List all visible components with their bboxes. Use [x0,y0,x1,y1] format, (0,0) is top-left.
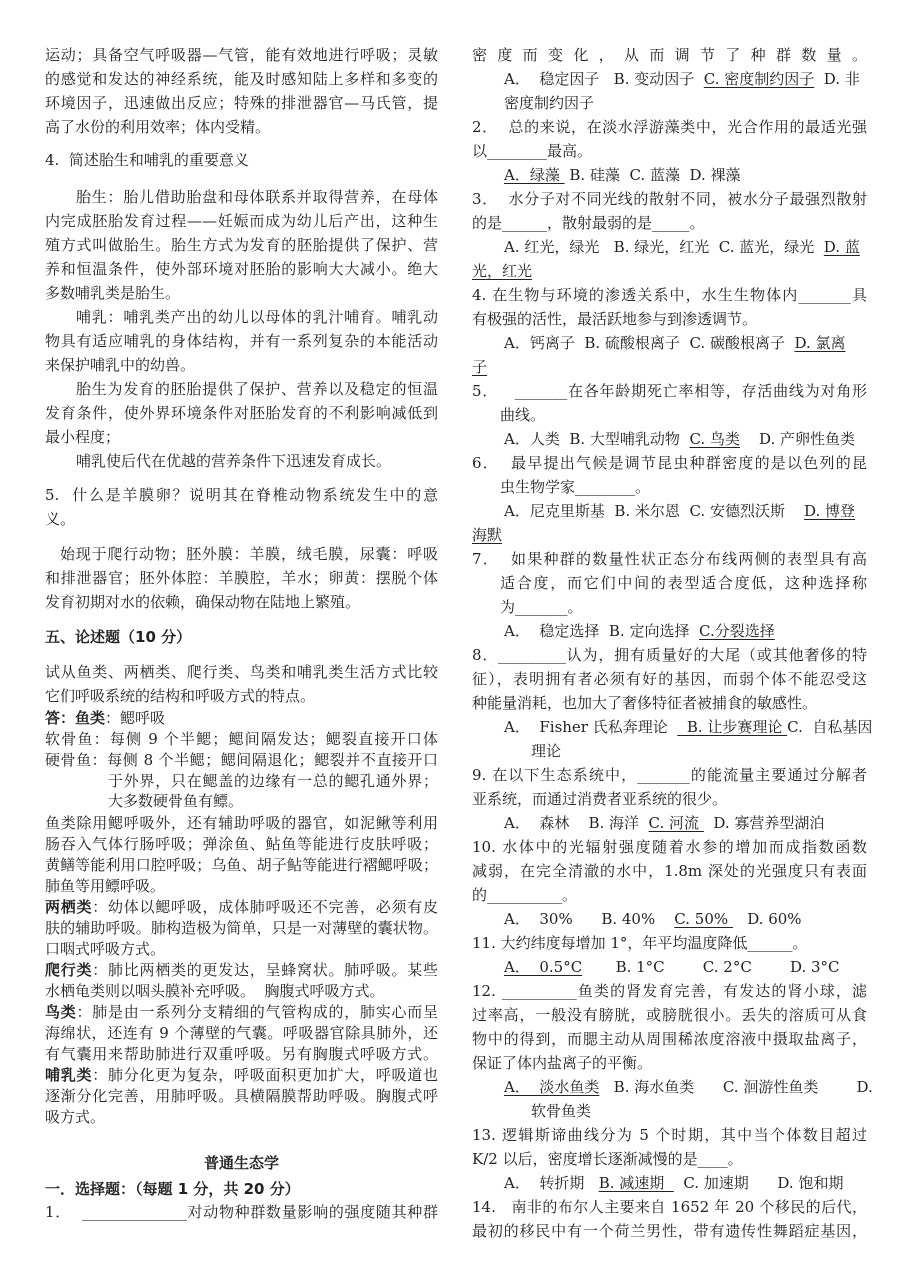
text-segment: A．尼克里斯基 B. 米尔恩 C. 安德烈沃斯 [504,502,805,520]
right-text-line [472,259,867,283]
left-text-line: 它们呼吸系统的结构和呼吸方式的特点。 [45,687,316,705]
text-segment: A． Fisher 氏私奔理论 [504,718,678,736]
right-text-line [504,619,867,643]
right-text-line: 8．_________认为，拥有质量好的大尾（或其他奢侈的特 [472,646,867,664]
text-segment: A． 稳定因子 B. 变动因子 [504,70,704,88]
right-text-line: 保证了体内盐离子的平衡。 [472,1054,653,1072]
text-segment: D. 产卵性鱼类 [739,430,856,448]
answer-underlined: C. 鸟类 [689,430,740,448]
right-text-line: 过率高，一般没有膀胱，或膀胱很小。丢失的溶质可从食 [472,1006,867,1024]
right-text-line: 的是______，散射最弱的是_____。 [472,214,705,232]
left-text-line: 始现于爬行动物；胚外膜：羊膜，绒毛膜，尿囊：呼吸 [60,545,438,563]
left-text-line: 哺乳：哺乳类产出的幼儿以母体的乳汁哺育。哺乳动 [76,308,438,326]
right-text-line: 11. 大约纬度每增加 1°，年平均温度降低______。 [472,934,808,952]
right-text-line: 软骨鱼类 [531,1102,592,1120]
answer-underlined: D. 氯离 [794,334,846,352]
left-text-line: 发育条件，使外界环境条件对胚胎发育的不利影响减低到 [45,404,438,422]
right-text-line: 10. 水体中的光辐射强度随着水参的增加而成指数函数 [472,838,867,856]
left-text-line: 口咽式呼吸方式。 [45,940,166,958]
answer-underlined: 子 [472,358,488,376]
right-column [472,0,873,1287]
right-text-line [504,1171,867,1195]
left-text-line: 硬骨鱼：每侧 8 个半鳃；鳃间隔退化；鳃裂并不直接开口 [45,751,438,769]
answer-underlined: C.分裂选择 [699,622,775,640]
right-text-line: K/2 以后，密度增长逐渐减慢的是____。 [472,1150,743,1168]
left-column [45,0,438,1287]
left-text-line: 运动；具备空气呼吸器—气管，能有效地进行呼吸；灵敏 [45,46,438,64]
left-text-line: 肤的辅助呼吸。肺构造极为简单，只是一对薄壁的囊状物。 [45,919,438,937]
text-segment: ：肺分化更为复杂，呼吸面积更加扩大，呼吸道也 [92,1066,438,1084]
text-segment: ：幼体以鳃呼吸，成体肺呼吸还不完善，必须有皮 [92,898,438,916]
bold-heading-text: 五、论述题（10 分） [45,628,192,646]
left-text-line: 哺乳使后代在优越的营养条件下迅速发育成长。 [76,452,392,470]
right-text-line: 5． _______在各年龄期死亡率相等，存活曲线为对角形 [472,382,867,400]
right-text-line [504,715,873,739]
left-text-line: 吸方式。 [45,1108,106,1126]
answer-underlined: 光，红光 [472,262,533,280]
right-text-line: 虫生物学家________。 [500,478,651,496]
bold-heading-text: 答：鱼类 [45,709,106,727]
right-text-line: 4. 在生物与环境的渗透关系中，水生生物体内_______具 [472,286,867,304]
left-text-line: 鱼类除用鳃呼吸外，还有辅助呼吸的器官，如泥鳅等利用 [45,814,438,832]
left-text-line: 物具有适应哺乳的身体结构，并有一系列复杂的本能活动 [45,332,438,350]
right-text-line: 7． 如果种群的数量性状正态分布线两侧的表型具有高 [472,550,867,568]
text-segment: D. 寡营养型湖泊 [703,814,825,832]
right-text-line [504,331,867,355]
left-text-line: 于外界，只在鳃盖的边缘有一总的鳃孔通外界； [108,772,438,790]
answer-underlined: D. 蓝 [823,238,860,256]
text-segment: A． 稳定选择 B. 定向选择 [504,622,700,640]
right-text-line: 9. 在以下生态系统中，_______的能流量主要通过分解者 [472,766,867,784]
answer-underlined: A．绿藻 [504,166,565,184]
text-segment: ：肺比两栖类的更发达，呈蜂窝状。肺呼吸。某些 [92,961,438,979]
bold-heading-text: 一．选择题：（每题 1 分，共 20 分） [45,1180,300,1198]
left-text-line: 养和恒温条件，使外部环境对胚胎的影响大大减小。绝大 [45,260,438,278]
text-segment: A．人类 B. 大型哺乳动物 [504,430,690,448]
right-text-line: 的__________。 [472,886,578,904]
right-text-line [472,355,867,379]
right-text-line [504,1075,873,1099]
left-text-line: 试从鱼类、两栖类、爬行类、鸟类和哺乳类生活方式比较 [45,663,438,681]
left-text-line: 有气囊用来帮助肺进行双重呼吸。另有胸腹式呼吸方式。 [45,1045,438,1063]
right-text-line: 减弱，在完全清澈的水中，1.8m 深处的光强度只有表面 [472,862,867,880]
answer-underlined: C. 密度制约因子 [703,70,815,88]
answer-underlined: B. 减速期 [598,1174,674,1192]
left-text-line: 发育初期对水的依赖，确保动物在陆地上繁殖。 [45,593,361,611]
right-text-line [504,955,867,979]
right-text-line [504,499,867,523]
text-segment: A． 转折期 [504,1174,599,1192]
right-text-line [504,907,867,931]
left-text-line: 1． ______________对动物种群数量影响的强度随其种群 [45,1203,438,1221]
right-text-line [504,235,867,259]
answer-underlined: B. 让步赛理论 [677,718,788,736]
right-text-line: 种能量消耗，也加大了奢侈特征者被捕食的敏感性。 [472,694,818,712]
text-segment: A．钙离子 B. 硫酸根离子 C. 碳酸根离子 [504,334,795,352]
left-text-line: 最小程度； [45,428,121,446]
left-text-line: 海绵状，还连有 9 个薄壁的气囊。呼吸器官除具肺外，还 [45,1024,438,1042]
bold-heading-text: 哺乳类 [45,1066,93,1084]
right-text-line: 有极强的活性，最活跃地参与到渗透调节。 [472,310,758,328]
text-segment: A. 红光，绿光 B. 绿光，红光 C. 蓝光，绿光 [504,238,824,256]
right-text-line: 物中的得到，而腮主动从周围稀浓度溶液中摄取盐离子， [472,1030,867,1048]
text-segment: D. 60% [732,910,802,928]
answer-underlined: 海默 [472,526,503,544]
left-text-line [45,1177,438,1201]
left-text-line: 胎生：胎儿借助胎盘和母体联系并取得营养，在母体 [76,188,438,206]
right-text-line: 为_______。 [500,598,583,616]
left-text-line: 软骨鱼：每侧 9 个半鳃；鳃间隔发达；鳃裂直接开口体 [45,730,438,748]
right-text-line: 曲线。 [500,406,546,424]
left-text-line: 5. 什么是羊膜卵？说明其在脊椎动物系统发生中的意 [45,486,438,504]
left-text-line: 环境因子，迅速做出反应；特殊的排泄器官—马氏管，提 [45,94,438,112]
text-segment: ：肺是由一系列分支精细的气管构成的，肺实心而呈 [76,1003,438,1021]
right-text-line [504,811,867,835]
left-text-line: 肠吞入气体行肠呼吸；弹涂鱼、鲇鱼等能进行皮肤呼吸； [45,835,438,853]
right-text-line: 密度而变化，从而调节了种群数量。 [472,46,867,64]
right-text-line: 密度制约因子 [504,94,595,112]
right-text-line: 6． 最早提出气候是调节昆虫种群密度的是以色列的昆 [472,454,867,472]
text-segment: D. 非 [814,70,860,88]
right-text-line: 13. 逻辑斯谛曲线分为 5 个时期，其中当个体数目超过 [472,1126,867,1144]
left-text-line [45,625,438,649]
answer-underlined: D. 博登 [804,502,856,520]
answer-underlined: A． 淡水鱼类 [504,1078,600,1096]
answer-underlined: A． 0.5°C [504,958,583,976]
right-text-line: 12. __________鱼类的肾发育完善，有发达的肾小球，滤 [472,982,867,1000]
left-text-line: 的感觉和发达的神经系统，能及时感知陆上多样和多变的 [45,70,438,88]
text-segment: B. 1°C C. 2°C D. 3°C [582,958,840,976]
right-text-line: 适合度，而它们中间的表型适合度低，这种选择称 [500,574,867,592]
text-segment: A． 森林 B. 海洋 [504,814,649,832]
right-text-line [504,67,867,91]
answer-underlined: C. 50% [674,910,733,928]
left-text-line: 肺鱼等用鳔呼吸。 [45,877,166,895]
text-segment: ：鳃呼吸 [105,709,166,727]
right-text-line: 2． 总的来说，在淡水浮游藻类中，光合作用的最适光强 [472,118,867,136]
right-text-line: 14. 南非的布尔人主要来自 1652 年 20 个移民的后代， [472,1198,867,1216]
left-text-line: 水栖龟类则以咽头膜补充呼吸。 胸腹式呼吸方式。 [45,982,385,1000]
right-text-line: 3． 水分子对不同光线的散射不同，被水分子最强烈散射 [472,190,867,208]
left-text-line: 殖方式叫做胎生。胎生方式为发育的胚胎提供了保护、营 [45,236,438,254]
right-text-line: 以________最高。 [472,142,593,160]
right-text-line [472,523,867,547]
left-text-line: 和排泄器官；胚外体腔：羊膜腔，羊水；卵黄：摆脱个体 [45,569,438,587]
left-text-line: 义。 [45,510,76,528]
right-text-line: 理论 [531,742,562,760]
answer-underlined: C. 河流 [648,814,704,832]
right-text-line: 最初的移民中有一个荷兰男性，带有遗传性舞蹈症基因， [472,1222,867,1240]
left-text-line: 多数哺乳类是胎生。 [45,284,181,302]
left-text-line: 来保护哺乳中的幼兽。 [45,356,196,374]
text-segment: C. 自私基因 [787,718,873,736]
bold-heading-text: 普通生态学 [203,1154,279,1172]
bold-heading-text: 鸟类 [45,1003,77,1021]
right-text-line [504,427,867,451]
text-segment: B. 硅藻 C. 蓝藻 D. 裸藻 [564,166,741,184]
right-text-line [504,163,867,187]
text-segment: B. 海水鱼类 C. 洄游性鱼类 D. [599,1078,873,1096]
left-text-line: 胎生为发育的胚胎提供了保护、营养以及稳定的恒温 [76,380,438,398]
left-text-line: 4. 简述胎生和哺乳的重要意义 [45,151,249,169]
left-text-line: 内完成胚胎发育过程——妊娠而成为幼儿后产出，这种生 [45,212,438,230]
left-text-line: 高了水份的利用效率；体内受精。 [45,118,271,136]
right-text-line: 亚系统，而通过消费者亚系统的很少。 [472,790,728,808]
left-text-line: 大多数硬骨鱼有鳔。 [108,792,244,810]
bold-heading-text: 爬行类 [45,961,93,979]
text-segment: A． 30% B. 40% [504,910,675,928]
bold-heading-text: 两栖类 [45,898,93,916]
left-text-line: 逐渐分化完善，用肺呼吸。具横隔膜帮助呼吸。胸腹式呼 [45,1087,438,1105]
left-text-line: 黄鳝等能利用口腔呼吸；乌鱼、胡子鲇等能进行褶鳃呼吸； [45,856,438,874]
right-text-line: 征），表明拥有者必须有好的基因，而弱个体不能忍受这 [472,670,867,688]
left-text-line [45,1151,438,1175]
text-segment: C. 加速期 D. 饱和期 [673,1174,844,1192]
